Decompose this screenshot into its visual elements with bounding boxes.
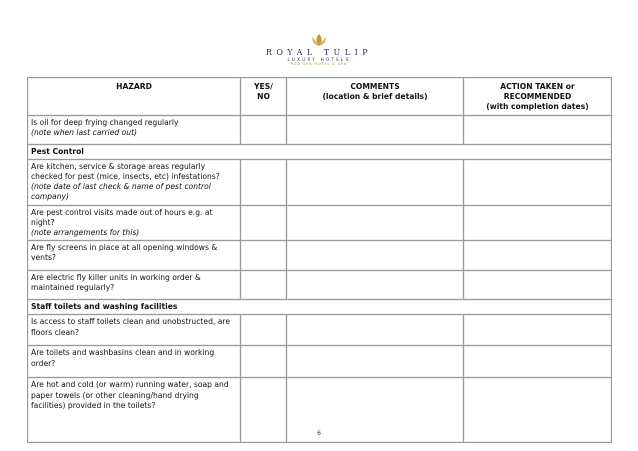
header-line: YES/: [254, 82, 273, 91]
comments-cell[interactable]: [287, 205, 464, 241]
table-header-row: [28, 78, 612, 116]
question-line: Are hot and cold (or warm) running water, soap and: [31, 380, 229, 390]
question-line: Are electric fly killer units in working order &: [31, 273, 201, 283]
brand-subtitle: LUXURY HOTELS: [287, 57, 351, 62]
table-row: [28, 346, 612, 378]
question-line: Are kitchen, service & storage areas regularly: [31, 161, 206, 171]
table-row: [28, 159, 612, 205]
header-line: RECOMMENDED: [503, 92, 572, 102]
comments-cell[interactable]: [287, 346, 464, 378]
comments-cell[interactable]: [287, 115, 464, 144]
table-row: [28, 271, 612, 300]
question-line: Are toilets and washbasins clean and in working: [31, 348, 215, 358]
question-line: Is oil for deep frying changed regularly: [31, 117, 179, 127]
section-row: [28, 144, 612, 159]
section-title: Pest Control: [28, 144, 612, 159]
action-cell[interactable]: [464, 315, 612, 346]
question-line: Are fly screens in place at all opening windows &: [31, 243, 218, 253]
hazard-question: [28, 315, 241, 346]
question-line: Are pest control visits made out of hours e.g. at: [31, 207, 213, 217]
header-line: ACTION TAKEN or: [500, 82, 575, 91]
question-line: checked for pest (mice, insects, etc) infestations?: [31, 172, 220, 182]
question-note: (note date of last check & name of pest control company): [31, 182, 211, 202]
header-line: NO: [257, 92, 270, 102]
action-cell[interactable]: [464, 205, 612, 241]
question-line: vents?: [31, 253, 56, 263]
action-cell[interactable]: [464, 241, 612, 271]
comments-cell[interactable]: [287, 241, 464, 271]
question-line: night?: [31, 217, 55, 227]
yes-no-cell[interactable]: [241, 315, 287, 346]
header-comments: [287, 78, 464, 116]
table-row: [28, 241, 612, 271]
table-row: [28, 315, 612, 346]
brand-tagline: RED SEA HOTEL & SPA: [291, 62, 347, 66]
comments-cell[interactable]: [287, 271, 464, 300]
hazard-question: [28, 346, 241, 378]
table-row: [28, 205, 612, 241]
brand-name: ROYAL TULIP: [265, 48, 373, 57]
header-yes-no: [241, 78, 287, 116]
hazard-question: [28, 205, 241, 241]
page-number: 6: [317, 430, 321, 437]
yes-no-cell[interactable]: [241, 115, 287, 144]
hazard-checklist-table: [27, 77, 612, 443]
royal-tulip-logo: [0, 33, 638, 67]
question-note: (note when last carried out): [31, 127, 138, 137]
header-line: COMMENTS: [350, 82, 400, 91]
question-line: order?: [31, 358, 56, 368]
action-cell[interactable]: [464, 346, 612, 378]
question-note: (note arrangements for this): [31, 228, 140, 238]
comments-cell[interactable]: [287, 159, 464, 205]
question-line: Is access to staff toilets clean and unobstructed, are: [31, 317, 230, 327]
action-cell[interactable]: [464, 271, 612, 300]
section-title: Staff toilets and washing facilities: [28, 300, 612, 315]
question-line: facilities) provided in the toilets?: [31, 400, 156, 410]
header-line: (with completion dates): [486, 102, 589, 112]
hazard-question: [28, 271, 241, 300]
hazard-question: [28, 115, 241, 144]
question-line: floors clean?: [31, 327, 80, 337]
question-line: paper towels (or other cleaning/hand drying: [31, 390, 199, 400]
yes-no-cell[interactable]: [241, 271, 287, 300]
action-cell[interactable]: [464, 159, 612, 205]
comments-cell[interactable]: [287, 315, 464, 346]
table-row: [28, 115, 612, 144]
header-line: (location & brief details): [322, 92, 428, 102]
yes-no-cell[interactable]: [241, 159, 287, 205]
section-row: [28, 300, 612, 315]
header-action-taken: [464, 78, 612, 116]
yes-no-cell[interactable]: [241, 205, 287, 241]
tulip-logo-icon: [306, 33, 332, 47]
header-line: HAZARD: [116, 82, 152, 91]
yes-no-cell[interactable]: [241, 346, 287, 378]
header-hazard: [28, 78, 241, 116]
action-cell[interactable]: [464, 115, 612, 144]
question-line: maintained regularly?: [31, 283, 115, 293]
hazard-question: [28, 159, 241, 205]
yes-no-cell[interactable]: [241, 241, 287, 271]
hazard-question: [28, 241, 241, 271]
